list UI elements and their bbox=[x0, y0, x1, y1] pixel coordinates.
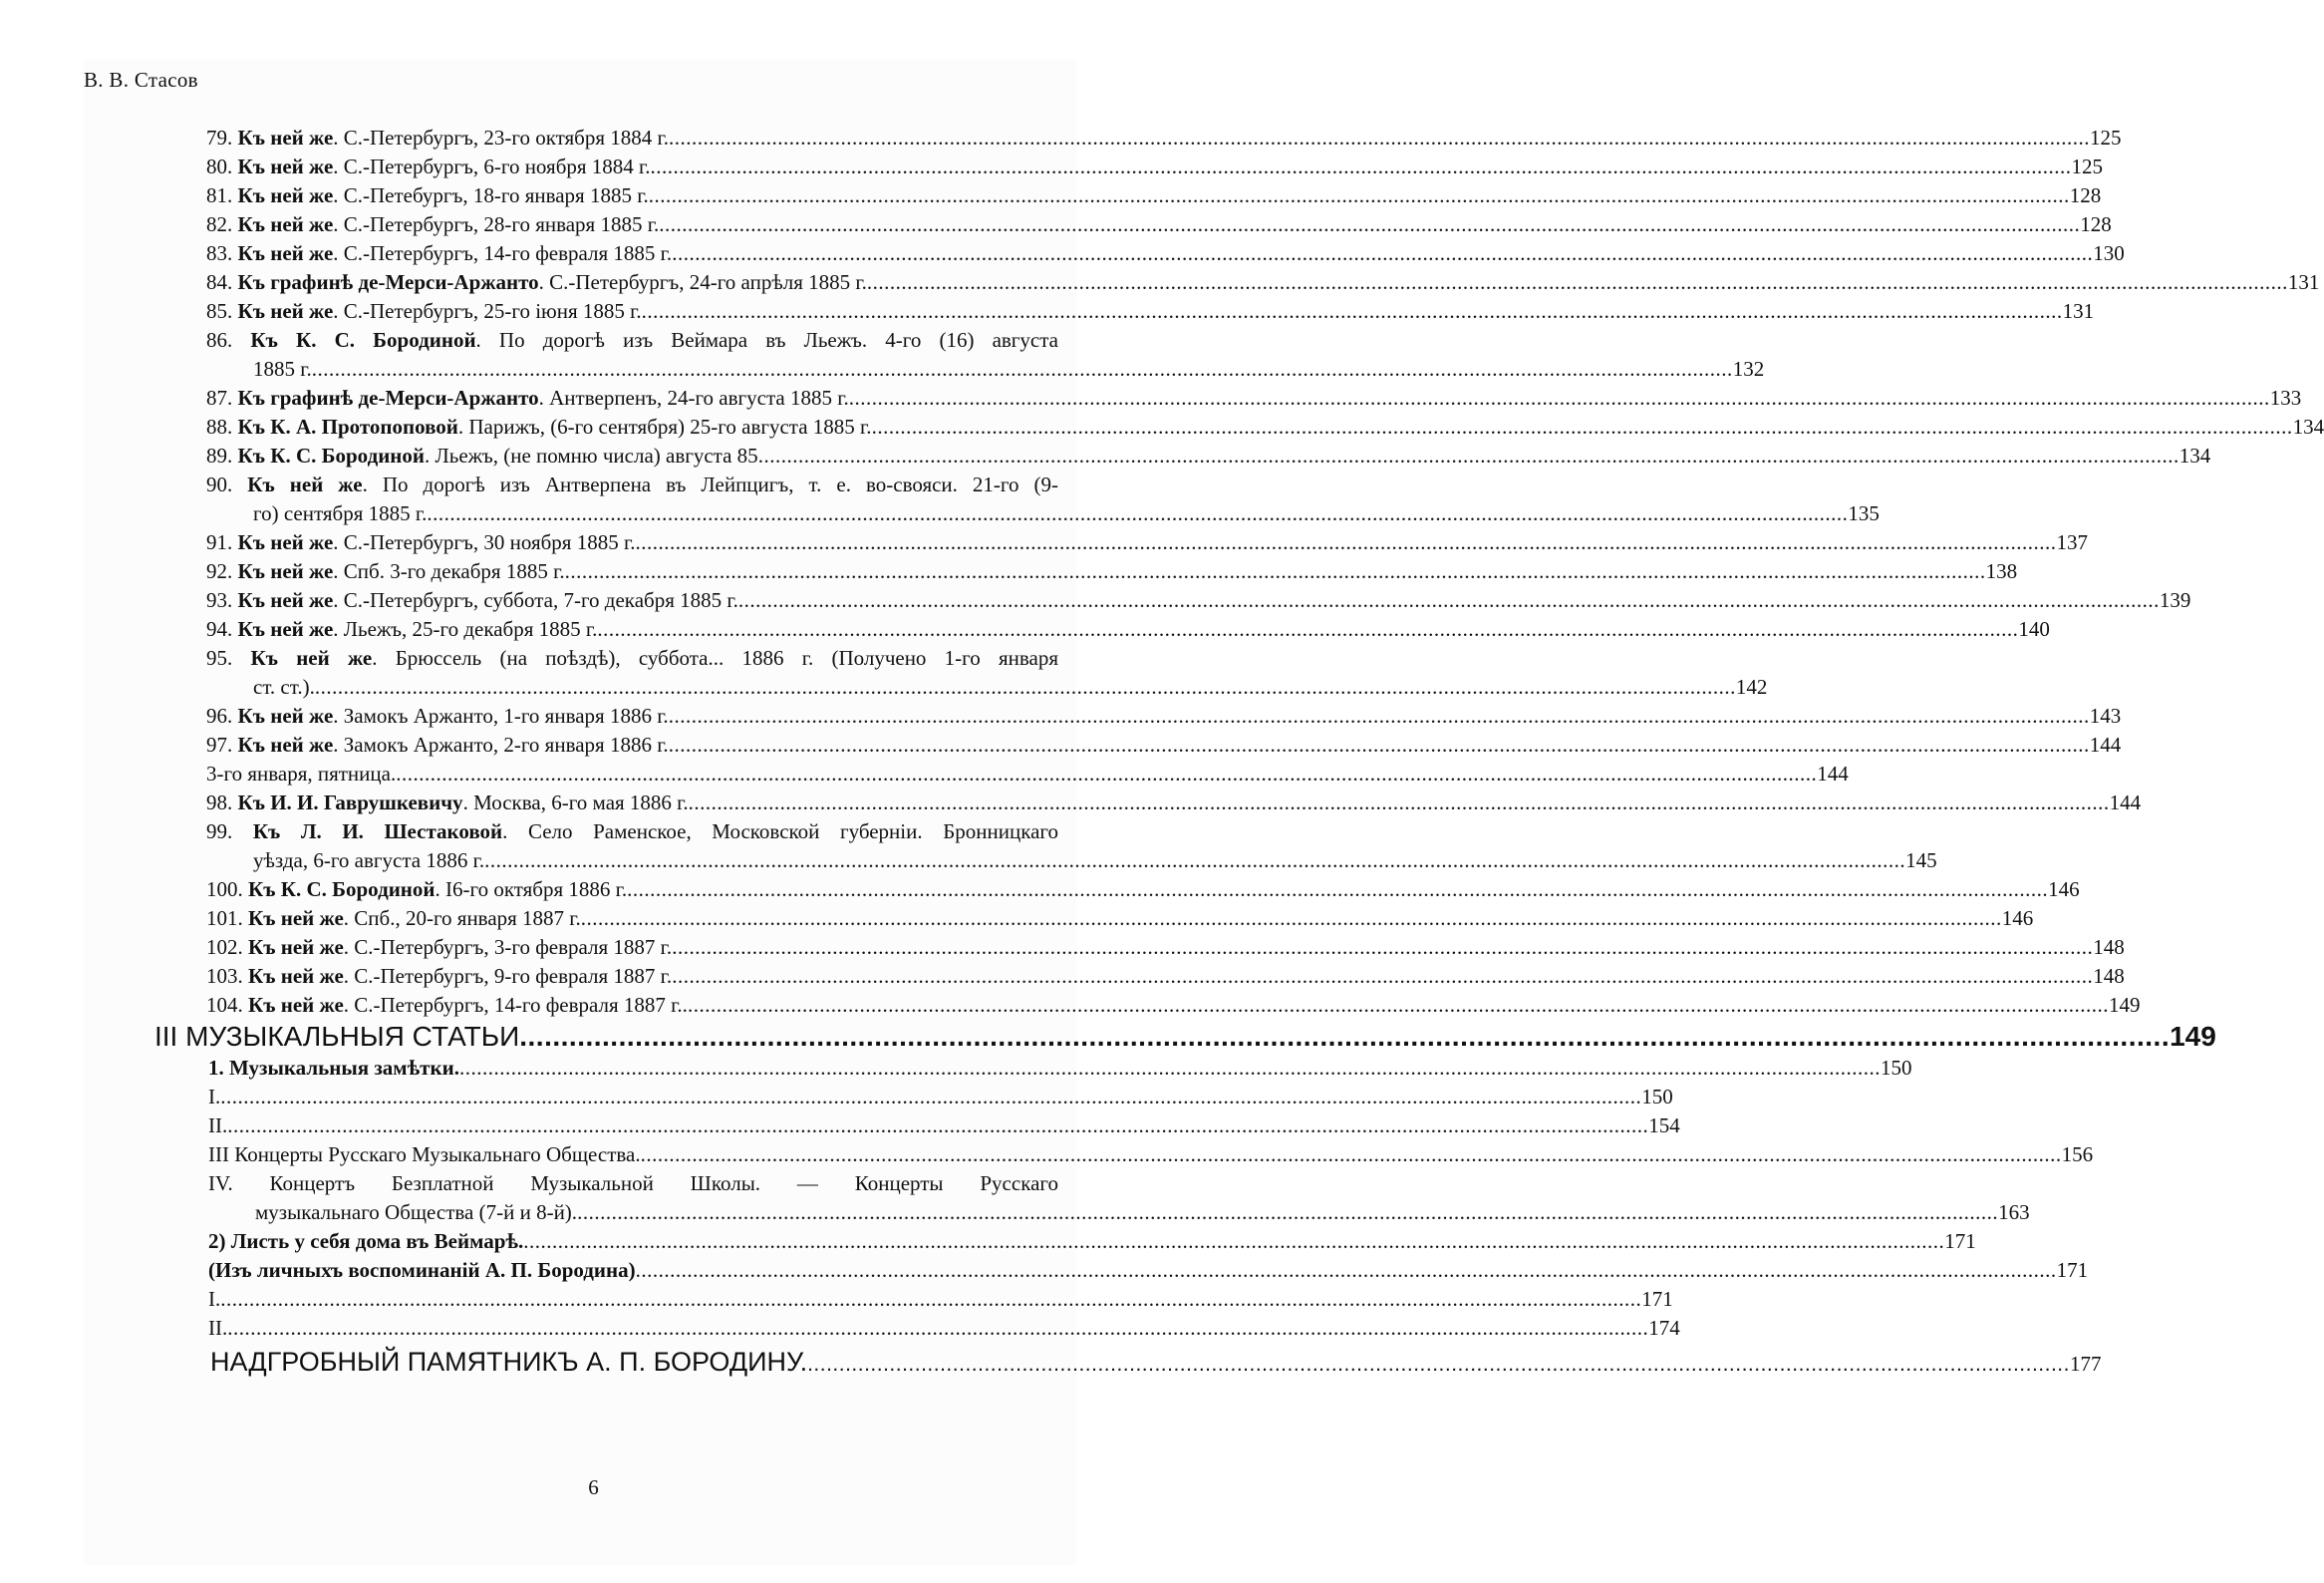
entry-number: 94. bbox=[206, 617, 238, 641]
entry-page-number: 146 bbox=[2048, 877, 2080, 901]
leader-dots bbox=[312, 355, 1733, 384]
entry-text bbox=[206, 933, 672, 962]
leader-dots bbox=[669, 731, 2090, 760]
entry-text bbox=[206, 557, 565, 586]
entry-text bbox=[206, 789, 689, 817]
toc-subentry bbox=[208, 1227, 1976, 1256]
subentry-text: 1. Музыкальныя замѣтки. bbox=[208, 1056, 459, 1080]
entry-page-number: 140 bbox=[2018, 617, 2050, 641]
toc-line-justified bbox=[206, 644, 1058, 673]
entry-details: . С.-Петербургъ, 28-го января 1885 г. bbox=[333, 212, 660, 236]
entry-text bbox=[208, 1285, 220, 1314]
toc-line bbox=[206, 933, 2125, 962]
entry-details: . С.-Петербургъ, суббота, 7-го декабря 1885 г. bbox=[333, 588, 738, 612]
entry-text bbox=[206, 904, 581, 933]
toc-line bbox=[208, 1054, 1912, 1083]
toc-subentry bbox=[208, 1111, 1680, 1140]
leader-dots bbox=[396, 760, 1817, 789]
entry-details: . По дорогѣ изъ Антверпена въ Лейпцигъ, т. е. во-свояси. 21-го (9- bbox=[362, 473, 1059, 496]
toc-line bbox=[206, 384, 2302, 413]
toc-entry bbox=[206, 702, 2122, 731]
toc-line bbox=[206, 528, 2088, 557]
toc-subentry bbox=[208, 1256, 2089, 1285]
music-article-entries bbox=[208, 1054, 2094, 1343]
leader-dots bbox=[227, 1314, 1648, 1343]
leader-dots bbox=[849, 384, 2270, 413]
entry-addressee: Къ ней же bbox=[237, 212, 334, 236]
entry-addressee: Къ К. С. Бородиной bbox=[250, 328, 476, 352]
toc-line bbox=[206, 355, 1765, 384]
entry-details: 3-го января, пятница. bbox=[206, 762, 397, 786]
entry-addressee: Къ ней же bbox=[237, 241, 334, 265]
entry-text bbox=[206, 991, 688, 1020]
entry-details: . Замокъ Аржанто, 2-го января 1886 г. bbox=[333, 733, 669, 757]
toc-line-justified bbox=[206, 471, 1058, 499]
toc-entry bbox=[206, 962, 2125, 991]
entry-page-number: 150 bbox=[1880, 1056, 1912, 1080]
toc-line bbox=[208, 1227, 1976, 1256]
toc-entry bbox=[206, 586, 2191, 615]
entry-number: 88. bbox=[206, 415, 238, 439]
entry-details: . Спб., 20-го января 1887 г. bbox=[343, 906, 581, 930]
entry-page-number: 149 bbox=[2108, 993, 2141, 1017]
entry-continuation: го) сентября 1885 г. bbox=[253, 501, 428, 525]
toc-entry bbox=[206, 268, 2320, 297]
entry-text bbox=[206, 181, 649, 210]
entry-text bbox=[208, 1111, 227, 1140]
entry-continuation: 1885 г. bbox=[253, 357, 312, 381]
subentry-continuation: музыкальнаго Общества (7-й и 8-й). bbox=[255, 1200, 578, 1224]
entry-page-number: 142 bbox=[1735, 675, 1768, 699]
entry-addressee: Къ К. А. Протопоповой bbox=[237, 415, 458, 439]
toc-entry bbox=[206, 615, 2050, 644]
entry-details: . С.-Петербургъ, 24-го апрѣля 1885 г. bbox=[538, 270, 867, 294]
entry-text bbox=[206, 962, 672, 991]
toc-entry bbox=[206, 904, 2034, 933]
toc-entry bbox=[206, 557, 2018, 586]
entry-page-number: 132 bbox=[1732, 357, 1765, 381]
section-heading-music-articles bbox=[154, 1020, 2216, 1054]
entry-text bbox=[208, 1314, 227, 1343]
toc-line bbox=[208, 1285, 1673, 1314]
entry-page-number: 125 bbox=[2090, 126, 2122, 150]
entry-text bbox=[253, 499, 427, 528]
leader-dots bbox=[669, 702, 2090, 731]
toc-line bbox=[206, 210, 2112, 239]
toc-entry bbox=[206, 239, 2125, 268]
entry-text bbox=[255, 1198, 577, 1227]
page-number: 6 bbox=[588, 1475, 599, 1499]
entry-number: 103. bbox=[206, 964, 248, 988]
toc-subentry bbox=[208, 1169, 2030, 1227]
leader-dots bbox=[315, 673, 1736, 702]
leader-dots bbox=[227, 1111, 1648, 1140]
entry-page-number: 134 bbox=[2292, 415, 2324, 439]
entry-page-number: 148 bbox=[2093, 964, 2125, 988]
entry-number: 96. bbox=[206, 704, 238, 728]
entry-number: 92. bbox=[206, 559, 238, 583]
entry-addressee: Къ ней же bbox=[237, 617, 334, 641]
entry-addressee: Къ ней же bbox=[237, 704, 334, 728]
entry-details: . С.-Петербургъ, 3-го февраля 1887 г. bbox=[343, 935, 673, 959]
entry-text bbox=[253, 846, 484, 875]
toc-line bbox=[206, 846, 1937, 875]
toc-entry bbox=[206, 933, 2125, 962]
entry-text bbox=[206, 702, 669, 731]
entry-addressee: Къ ней же bbox=[248, 906, 344, 930]
entry-addressee: Къ ней же bbox=[248, 993, 344, 1017]
entry-page-number: 171 bbox=[1641, 1287, 1673, 1311]
entry-addressee: Къ ней же bbox=[250, 646, 373, 670]
entry-details: . С.-Петербургъ, 9-го февраля 1887 г. bbox=[343, 964, 673, 988]
entry-text bbox=[206, 268, 867, 297]
toc-line bbox=[206, 702, 2122, 731]
leader-dots bbox=[642, 297, 2063, 326]
section-page-number: 149 bbox=[2170, 1021, 2216, 1052]
toc-line bbox=[206, 413, 2324, 442]
toc-line bbox=[206, 268, 2320, 297]
toc-line bbox=[206, 442, 2211, 471]
entry-details: . Брюссель (на поѣздѣ), суббота... 1886 г. (Получено 1-го января bbox=[372, 646, 1059, 670]
entry-details: . С.-Петербургъ, 14-го февраля 1887 г.. bbox=[343, 993, 688, 1017]
toc-line bbox=[206, 760, 1849, 789]
section-heading-monument bbox=[210, 1345, 2102, 1379]
entry-addressee: Къ графинѣ де-Мерси-Аржанто bbox=[237, 386, 539, 410]
entry-number: 100. bbox=[206, 877, 248, 901]
toc-line bbox=[208, 1111, 1680, 1140]
entry-page-number: 148 bbox=[2093, 935, 2125, 959]
entry-addressee: Къ ней же bbox=[237, 155, 334, 178]
entry-page-number: 138 bbox=[1985, 559, 2018, 583]
entry-details: . Антверпенъ, 24-го августа 1885 г. bbox=[538, 386, 849, 410]
toc-entry bbox=[206, 991, 2141, 1020]
entry-number: 101. bbox=[206, 906, 248, 930]
entry-number: 82. bbox=[206, 212, 238, 236]
entry-text bbox=[206, 528, 635, 557]
leader-dots bbox=[597, 615, 2018, 644]
leader-dots bbox=[669, 124, 2090, 153]
toc-line bbox=[206, 124, 2122, 153]
toc-line bbox=[206, 731, 2122, 760]
toc-line bbox=[206, 153, 2104, 181]
toc-line bbox=[208, 1198, 2030, 1227]
toc-entry bbox=[206, 731, 2122, 760]
leader-dots bbox=[758, 442, 2179, 471]
entry-number: 87. bbox=[206, 386, 238, 410]
toc-subentry bbox=[208, 1083, 1673, 1111]
entry-text bbox=[206, 760, 396, 789]
entry-number: 98. bbox=[206, 791, 238, 814]
leader-dots bbox=[872, 413, 2293, 442]
entry-details: . Москва, 6-го мая 1886 г. bbox=[462, 791, 689, 814]
leader-dots bbox=[519, 1020, 2170, 1054]
entry-addressee: Къ ней же bbox=[237, 559, 334, 583]
subentry-text: I. bbox=[208, 1287, 221, 1311]
subentry-text: II. bbox=[208, 1316, 228, 1340]
toc-subentry bbox=[208, 1140, 2094, 1169]
entry-addressee: Къ ней же bbox=[237, 530, 334, 554]
entry-continuation: уѣзда, 6-го августа 1886 г. bbox=[253, 848, 485, 872]
leader-dots bbox=[459, 1054, 1881, 1083]
entry-page-number: 171 bbox=[2056, 1258, 2089, 1282]
entry-page-number: 174 bbox=[1648, 1316, 1680, 1340]
entry-addressee: Къ ней же bbox=[248, 964, 344, 988]
toc-line bbox=[206, 499, 1880, 528]
leader-dots bbox=[689, 789, 2110, 817]
entry-number: 84. bbox=[206, 270, 238, 294]
entry-text bbox=[206, 239, 672, 268]
leader-dots bbox=[688, 991, 2109, 1020]
toc-subentry bbox=[208, 1314, 1680, 1343]
toc-line bbox=[206, 962, 2125, 991]
entry-addressee: Къ ней же bbox=[248, 935, 344, 959]
entry-page-number: 128 bbox=[2080, 212, 2112, 236]
toc-line bbox=[206, 615, 2050, 644]
toc-line bbox=[208, 1140, 2094, 1169]
entry-text bbox=[206, 586, 738, 615]
entry-page-number: 144 bbox=[2089, 733, 2122, 757]
entry-details: . С.-Петербургъ, 14-го февраля 1885 г. bbox=[333, 241, 673, 265]
entry-continuation: ст. ст.). bbox=[253, 675, 315, 699]
entry-details: . Село Раменское, Московской губерніи. Бронницкаго bbox=[502, 819, 1059, 843]
toc-line-justified bbox=[208, 1169, 1058, 1198]
entry-number: 83. bbox=[206, 241, 238, 265]
entry-number: 102. bbox=[206, 935, 248, 959]
toc-entry bbox=[206, 297, 2095, 326]
entry-page-number: 128 bbox=[2069, 183, 2102, 207]
entry-page-number: 139 bbox=[2159, 588, 2191, 612]
entry-page-number: 134 bbox=[2179, 444, 2211, 468]
subentry-text: I. bbox=[208, 1085, 221, 1108]
entry-number: 89. bbox=[206, 444, 238, 468]
entry-text bbox=[206, 153, 651, 181]
entry-number: 79. bbox=[206, 126, 238, 150]
toc-entry bbox=[206, 442, 2211, 471]
entry-text bbox=[253, 673, 315, 702]
entry-addressee: Къ ней же bbox=[237, 126, 334, 150]
leader-dots bbox=[738, 586, 2160, 615]
toc-entry bbox=[206, 181, 2102, 210]
entry-text bbox=[206, 731, 669, 760]
entry-number: 104. bbox=[206, 993, 248, 1017]
leader-dots bbox=[427, 499, 1848, 528]
toc-entry bbox=[206, 210, 2112, 239]
toc-entry bbox=[206, 326, 1765, 384]
entry-details: . Спб. 3-го декабря 1885 г. bbox=[333, 559, 565, 583]
entry-page-number: 137 bbox=[2056, 530, 2088, 554]
section-title: III МУЗЫКАЛЬНЫЯ СТАТЬИ bbox=[154, 1021, 520, 1052]
entry-number: 99. bbox=[206, 819, 253, 843]
entry-addressee: Къ ней же bbox=[237, 299, 334, 323]
leader-dots bbox=[641, 1140, 2062, 1169]
toc-entry bbox=[206, 760, 1849, 789]
entry-number: 93. bbox=[206, 588, 238, 612]
toc-line bbox=[206, 673, 1768, 702]
leader-dots bbox=[636, 1256, 2057, 1285]
entry-text bbox=[208, 1054, 459, 1083]
leader-dots bbox=[672, 239, 2093, 268]
leader-dots bbox=[220, 1285, 1641, 1314]
entry-number: 95. bbox=[206, 646, 251, 670]
entry-text bbox=[208, 1227, 523, 1256]
toc-line bbox=[206, 991, 2141, 1020]
entry-page-number: 163 bbox=[1998, 1200, 2030, 1224]
entry-text bbox=[208, 1140, 641, 1169]
subentry-text: 2) Листь у себя дома въ Веймарѣ. bbox=[208, 1229, 524, 1253]
leader-dots bbox=[523, 1227, 1944, 1256]
toc-entry bbox=[206, 471, 1880, 528]
subentry-text: II. bbox=[208, 1113, 228, 1137]
entry-page-number: 150 bbox=[1641, 1085, 1673, 1108]
entry-addressee: Къ графинѣ де-Мерси-Аржанто bbox=[237, 270, 539, 294]
entry-addressee: Къ ней же bbox=[237, 588, 334, 612]
entry-addressee: Къ ней же bbox=[237, 733, 334, 757]
running-head: В. В. Стасов bbox=[84, 68, 198, 92]
toc-line bbox=[208, 1256, 2089, 1285]
toc-line-justified bbox=[206, 326, 1058, 355]
toc-line bbox=[206, 904, 2034, 933]
entry-number: 86. bbox=[206, 328, 251, 352]
leader-dots bbox=[581, 904, 2002, 933]
entry-details: . Льежъ, 25-го декабря 1885 г. bbox=[333, 617, 598, 641]
leader-dots bbox=[672, 962, 2093, 991]
entry-text bbox=[206, 442, 758, 471]
entry-details: . Льежъ, (не помню числа) августа 85 bbox=[425, 444, 758, 468]
entry-number: 91. bbox=[206, 530, 238, 554]
subentry-text: (Изъ личныхъ воспоминаній А. П. Бородина) bbox=[208, 1258, 636, 1282]
entry-details: . С.-Петербургъ, 6-го ноября 1884 г. bbox=[333, 155, 651, 178]
leader-dots bbox=[807, 1348, 2070, 1382]
leader-dots bbox=[565, 557, 1986, 586]
leader-dots bbox=[635, 528, 2056, 557]
leader-dots bbox=[651, 153, 2072, 181]
toc-line bbox=[206, 586, 2191, 615]
entry-text bbox=[206, 875, 627, 904]
entry-page-number: 131 bbox=[2062, 299, 2095, 323]
entry-addressee: Къ Л. И. Шестаковой bbox=[252, 819, 503, 843]
entry-text bbox=[208, 1083, 220, 1111]
leader-dots bbox=[220, 1083, 1641, 1111]
entry-page-number: 146 bbox=[2001, 906, 2034, 930]
toc-line bbox=[206, 875, 2080, 904]
leader-dots bbox=[577, 1198, 1998, 1227]
subentry-text: III Концерты Русскаго Музыкальнаго Общества. bbox=[208, 1142, 641, 1166]
leader-dots bbox=[672, 933, 2093, 962]
toc-entry bbox=[206, 124, 2122, 153]
entry-text bbox=[206, 297, 642, 326]
entry-number: 81. bbox=[206, 183, 238, 207]
entry-text bbox=[206, 210, 659, 239]
toc-entry bbox=[206, 644, 1768, 702]
leader-dots bbox=[484, 846, 1905, 875]
toc-line bbox=[206, 181, 2102, 210]
entry-number: 85. bbox=[206, 299, 238, 323]
entry-details: . С.-Петербургъ, 23-го октября 1884 г. bbox=[333, 126, 670, 150]
entry-page-number: 171 bbox=[1944, 1229, 1976, 1253]
toc-entry bbox=[206, 875, 2080, 904]
entry-text bbox=[206, 413, 872, 442]
table-of-contents bbox=[154, 124, 2324, 1379]
entry-text bbox=[206, 615, 597, 644]
toc-entry bbox=[206, 528, 2088, 557]
toc-line bbox=[206, 239, 2125, 268]
toc-entry bbox=[206, 384, 2302, 413]
leader-dots bbox=[867, 268, 2288, 297]
toc-line bbox=[206, 789, 2142, 817]
entry-details: . С.-Петебургъ, 18-го января 1885 г. bbox=[333, 183, 649, 207]
entry-details: . По дорогѣ изъ Веймара въ Льежъ. 4-го (16) августа bbox=[475, 328, 1058, 352]
entry-page-number: 130 bbox=[2093, 241, 2125, 265]
toc-entry bbox=[206, 153, 2104, 181]
toc-entry bbox=[206, 817, 1937, 875]
section-title: НАДГРОБНЫЙ ПАМЯТНИКЪ А. П. БОРОДИНУ. bbox=[210, 1347, 808, 1377]
entry-text bbox=[206, 124, 669, 153]
leader-dots bbox=[627, 875, 2048, 904]
entry-page-number: 125 bbox=[2071, 155, 2104, 178]
toc-line bbox=[208, 1083, 1673, 1111]
entry-addressee: Къ И. И. Гаврушкевичу bbox=[237, 791, 463, 814]
entry-addressee: Къ ней же bbox=[237, 183, 334, 207]
toc-entry bbox=[206, 789, 2142, 817]
toc-subentry bbox=[208, 1285, 1673, 1314]
entry-page-number: 144 bbox=[2109, 791, 2142, 814]
toc-entry bbox=[206, 413, 2324, 442]
entry-page-number: 131 bbox=[2287, 270, 2320, 294]
toc-subentry bbox=[208, 1054, 1912, 1083]
entry-number: 80. bbox=[206, 155, 238, 178]
entry-details: . Парижъ, (6-го сентября) 25-го августа 1885 г. bbox=[457, 415, 872, 439]
entry-page-number: 133 bbox=[2269, 386, 2302, 410]
entry-details: . І6-го октября 1886 г. bbox=[435, 877, 628, 901]
entry-addressee: Къ ней же bbox=[247, 473, 363, 496]
section-page-number: 177 bbox=[2069, 1352, 2102, 1376]
entry-addressee: Къ К. С. Бородиной bbox=[237, 444, 425, 468]
entry-details: . С.-Петербургъ, 30 ноября 1885 г. bbox=[333, 530, 636, 554]
leader-dots bbox=[649, 181, 2070, 210]
toc-line-justified bbox=[206, 817, 1058, 846]
leader-dots bbox=[659, 210, 2080, 239]
letter-entries bbox=[206, 124, 2324, 1020]
entry-text bbox=[253, 355, 312, 384]
entry-details: . С.-Петербургъ, 25-го іюня 1885 г. bbox=[333, 299, 642, 323]
subentry-text: IV. Концертъ Безплатной Музыкальной Школы. — Концерты Русскаго bbox=[208, 1171, 1058, 1195]
entry-number: 97. bbox=[206, 733, 238, 757]
entry-number: 90. bbox=[206, 473, 248, 496]
entry-page-number: 144 bbox=[1817, 762, 1849, 786]
entry-page-number: 156 bbox=[2061, 1142, 2094, 1166]
entry-page-number: 143 bbox=[2089, 704, 2122, 728]
entry-page-number: 154 bbox=[1648, 1113, 1680, 1137]
toc-line bbox=[208, 1314, 1680, 1343]
entry-text bbox=[208, 1256, 636, 1285]
entry-text bbox=[206, 384, 849, 413]
entry-details: . Замокъ Аржанто, 1-го января 1886 г. bbox=[333, 704, 669, 728]
entry-page-number: 135 bbox=[1848, 501, 1880, 525]
entry-page-number: 145 bbox=[1905, 848, 1937, 872]
toc-line bbox=[206, 557, 2018, 586]
toc-line bbox=[206, 297, 2095, 326]
entry-addressee: Къ К. С. Бородиной bbox=[248, 877, 436, 901]
